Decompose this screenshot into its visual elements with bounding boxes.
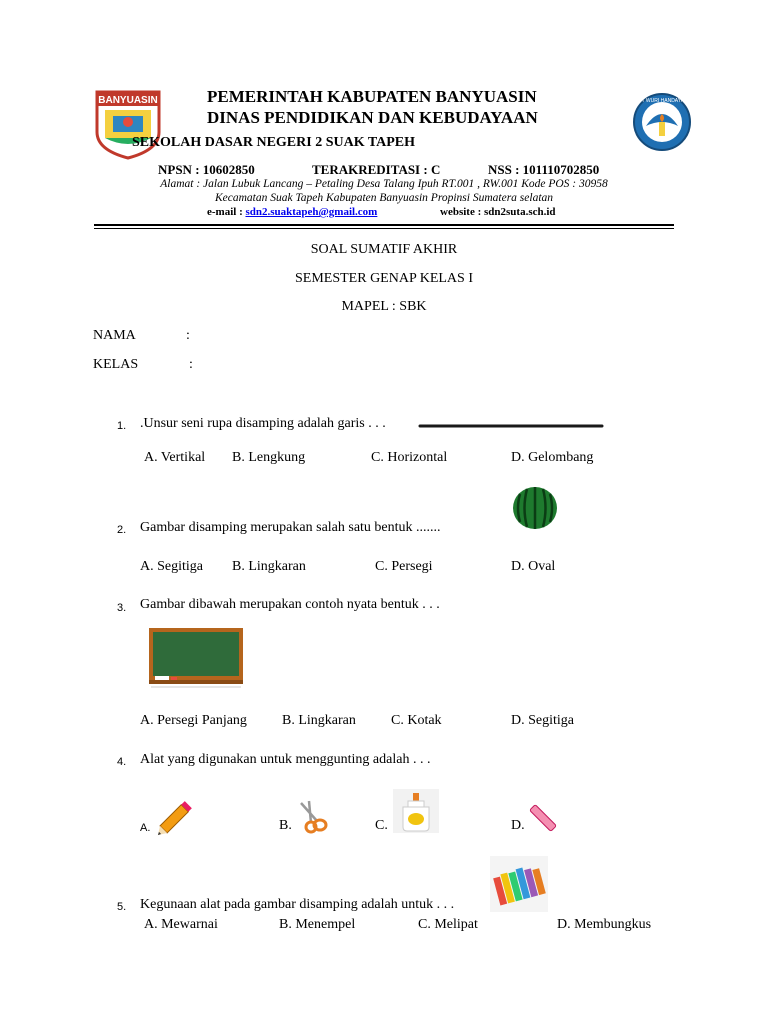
option-d[interactable]: D. Gelombang	[511, 450, 594, 465]
option-c[interactable]: C. Persegi	[375, 559, 433, 574]
school-name: SEKOLAH DASAR NEGERI 2 SUAK TAPEH	[132, 135, 416, 150]
question-text: .Unsur seni rupa disamping adalah garis . . .	[140, 416, 386, 431]
horizontal-line-image	[418, 422, 604, 430]
akreditasi: TERAKREDITASI : C	[312, 162, 441, 177]
doc-title-1: SOAL SUMATIF AKHIR	[310, 242, 458, 257]
address-line-2: Kecamatan Suak Tapeh Kabupaten Banyuasin Propinsi Sumatera selatan	[214, 192, 554, 204]
question-number: 3.	[117, 602, 127, 614]
npsn: NPSN : 10602850	[158, 162, 255, 177]
glue-bottle-icon	[393, 789, 439, 833]
dept-line: DINAS PENDIDIKAN DAN KEBUDAYAAN	[207, 108, 538, 127]
email-row	[207, 206, 377, 218]
watermelon-icon	[512, 486, 558, 530]
address-line-1: Alamat : Jalan Lubuk Lancang – Petaling Desa Talang Ipuh RT.001 , RW.001 Kode POS : 30958	[160, 178, 608, 190]
question-text: Kegunaan alat pada gambar disamping adalah untuk . . .	[140, 897, 455, 912]
question-text: Gambar dibawah merupakan contoh nyata bentuk . . .	[140, 597, 440, 612]
option-a[interactable]: A. Persegi Panjang	[140, 713, 247, 728]
option-a[interactable]: A. Mewarnai	[144, 917, 218, 932]
chalkboard-icon	[149, 628, 243, 688]
nama-colon: :	[186, 328, 190, 343]
option-b[interactable]: B. Lengkung	[232, 450, 306, 465]
option-b[interactable]: B. Lingkaran	[232, 559, 306, 574]
doc-title-2: SEMESTER GENAP KELAS I	[295, 271, 473, 286]
question-text: Gambar disamping merupakan salah satu bentuk .......	[140, 520, 441, 535]
question-number: 4.	[117, 756, 127, 768]
logo-left-text: BANYUASIN	[98, 95, 158, 106]
option-a[interactable]: A.	[140, 822, 151, 834]
email-link[interactable]: sdn2.suaktapeh@gmail.com	[245, 206, 378, 218]
option-c[interactable]: C. Horizontal	[371, 450, 448, 465]
email-label: e-mail :	[207, 206, 246, 218]
tut-wuri-handayani-logo	[626, 92, 698, 152]
option-a[interactable]: A. Vertikal	[144, 450, 206, 465]
crayons-icon	[490, 856, 548, 912]
kelas-colon: :	[189, 357, 193, 372]
nss: NSS : 101110702850	[488, 162, 600, 177]
option-b[interactable]: B. Lingkaran	[282, 713, 356, 728]
kelas-label: KELAS	[93, 357, 139, 372]
option-b[interactable]: B. Menempel	[279, 917, 356, 932]
scissors-icon	[297, 799, 331, 833]
option-c[interactable]: C. Kotak	[391, 713, 442, 728]
option-d[interactable]: D. Segitiga	[511, 713, 574, 728]
option-d[interactable]: D. Oval	[511, 559, 556, 574]
option-c[interactable]: C.	[375, 818, 388, 833]
question-number: 5.	[117, 901, 127, 913]
header-rule-thick	[94, 224, 674, 226]
option-d[interactable]: D. Membungkus	[557, 917, 652, 932]
doc-title-3: MAPEL : SBK	[341, 299, 427, 314]
header-rule-thin	[94, 228, 674, 229]
gov-line: PEMERINTAH KABUPATEN BANYUASIN	[207, 87, 537, 106]
option-d[interactable]: D.	[511, 818, 525, 833]
logo-right-text: TUT WURI HANDAYANI	[634, 98, 690, 104]
option-c[interactable]: C. Melipat	[418, 917, 478, 932]
website: website : sdn2suta.sch.id	[440, 206, 556, 218]
option-a[interactable]: A. Segitiga	[140, 559, 203, 574]
nama-label: NAMA	[93, 328, 136, 343]
question-text: Alat yang digunakan untuk menggunting adalah . . .	[140, 752, 431, 767]
option-b[interactable]: B.	[279, 818, 292, 833]
eraser-pen-icon	[528, 803, 558, 833]
question-number: 1.	[117, 420, 127, 432]
question-number: 2.	[117, 524, 127, 536]
pencil-icon	[156, 797, 198, 835]
